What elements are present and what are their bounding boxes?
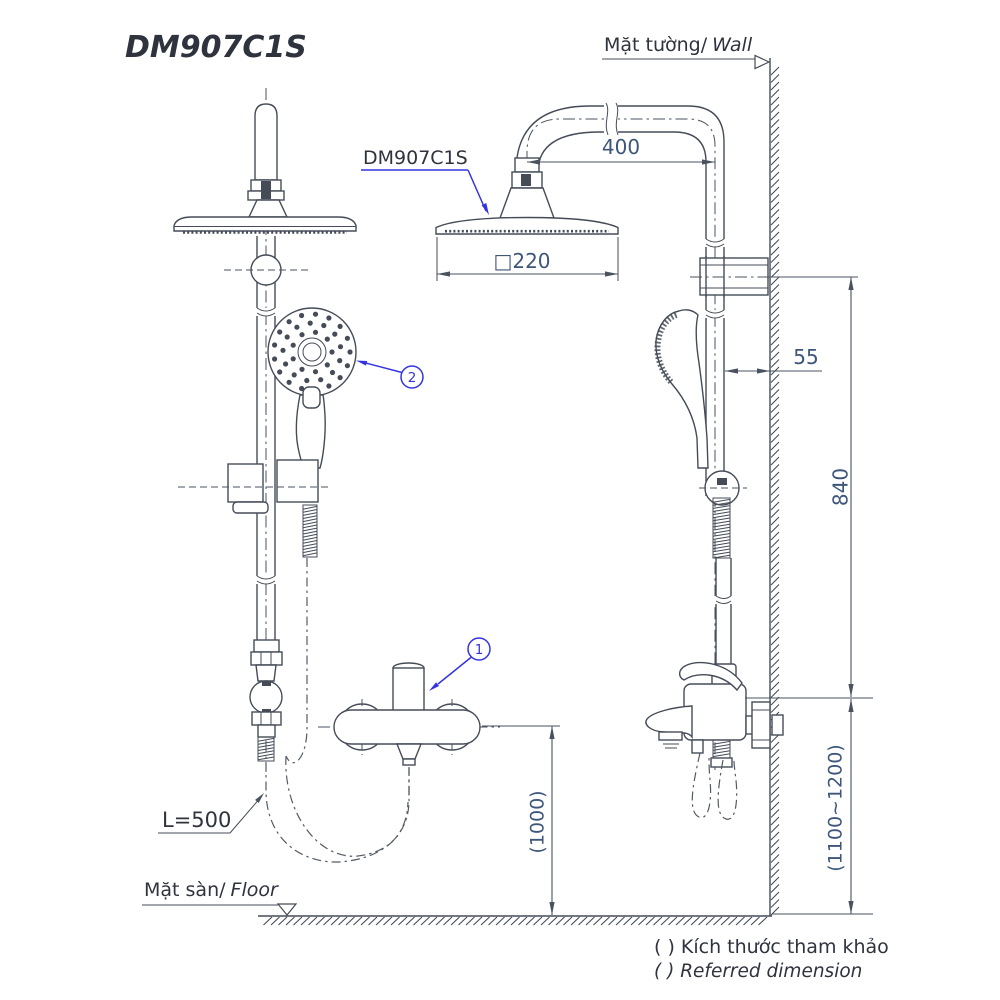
- callout-1-number: 1: [474, 642, 484, 658]
- mixer-body-front: [334, 710, 480, 744]
- callout-1: [429, 638, 490, 691]
- footer-note-vi: ( ) Kích thước tham khảo: [654, 936, 889, 958]
- bar-mount-ring: [251, 255, 281, 285]
- dim-mixer-height: (1000): [526, 790, 549, 854]
- dim-1100-1200: [772, 699, 873, 914]
- floor-label-text: [144, 879, 279, 901]
- floor-label-vi: Mặt sàn/: [144, 879, 226, 901]
- callout-1-arrow: [429, 682, 439, 691]
- floor-label-en: Floor: [230, 879, 278, 901]
- dim-arm-reach: 400: [601, 135, 641, 159]
- page-title: DM907C1S: [125, 30, 307, 65]
- wall-label-text: [604, 34, 753, 56]
- dim-head-width: □220: [493, 249, 551, 273]
- product-callout-label: DM907C1S: [363, 147, 468, 169]
- callout-2-arrow: [356, 361, 367, 366]
- wall-label-vi: Mặt tường/: [604, 34, 708, 56]
- side-view: [436, 103, 783, 819]
- callout-2-number: 2: [407, 370, 417, 386]
- dim-slide-bar: 840: [828, 467, 853, 507]
- hose-length-callout: [158, 793, 264, 833]
- footer-notes: [654, 936, 889, 982]
- wall-pointer: [755, 56, 769, 69]
- wall-hatch: [771, 67, 779, 915]
- floor-hatch: [264, 917, 768, 925]
- dim-400: [527, 135, 715, 165]
- mixer-handle-front: [393, 668, 424, 712]
- floor-label: [142, 879, 296, 915]
- mixer-side: [646, 663, 783, 767]
- footer-note-en: ( ) Referred dimension: [654, 961, 863, 982]
- hose-length-label: L=500: [162, 808, 232, 832]
- overhead-shower-front: [174, 104, 356, 233]
- mixer-front: [318, 663, 500, 798]
- wall-label-en: Wall: [712, 34, 753, 56]
- wall: [770, 58, 779, 916]
- dim-840: [745, 277, 873, 698]
- dim-wall-offset: 55: [793, 345, 819, 369]
- floor-pointer: [278, 904, 296, 915]
- wall-label: [602, 34, 769, 69]
- dim-1000: [482, 726, 560, 915]
- callout-2: [356, 361, 423, 389]
- floor: [258, 916, 772, 925]
- hand-shower-side: [656, 310, 708, 468]
- dim-220: [437, 237, 618, 281]
- front-view: [174, 88, 500, 862]
- hose-length-arrow: [255, 793, 264, 803]
- dim-mixer-height-range: (1100~1200): [824, 744, 847, 872]
- product-arrow: [482, 203, 489, 215]
- dimensions: [437, 135, 873, 915]
- product-callout: [361, 147, 489, 215]
- hand-shower-front: [268, 308, 356, 468]
- wall-bracket: [690, 256, 770, 297]
